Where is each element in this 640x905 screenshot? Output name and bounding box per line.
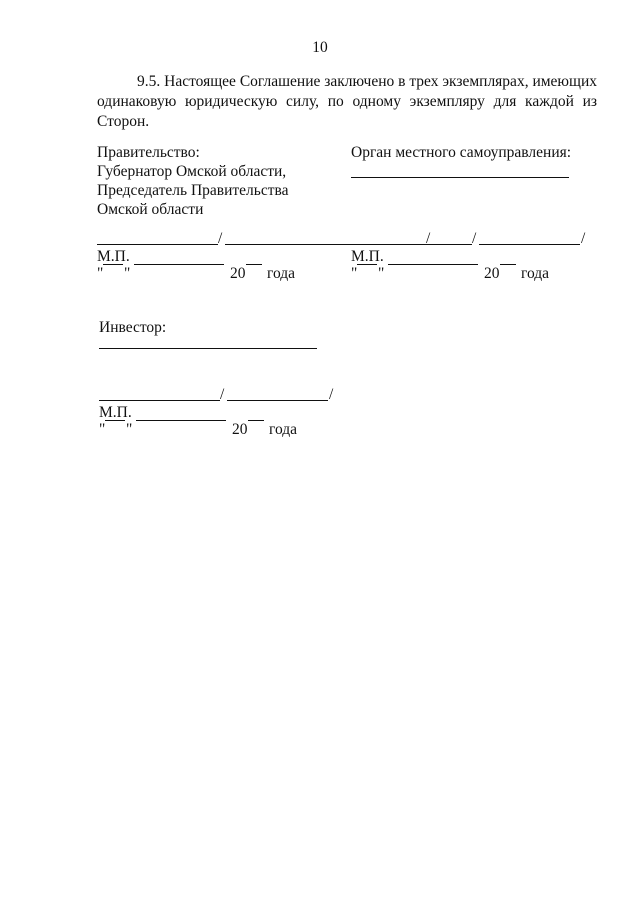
government-date-year: 20	[230, 265, 246, 282]
local-authority-date-day-blank	[357, 264, 377, 280]
government-date-day-blank	[103, 264, 123, 280]
government-seal-mark: М.П.	[97, 248, 130, 265]
government-line-4: Омской области	[97, 201, 204, 218]
local-authority-signature-line[interactable]	[351, 229, 591, 248]
investor-date-year: 20	[232, 421, 248, 438]
government-date-year-blank	[246, 264, 262, 280]
local-authority-seal-mark: М.П.	[351, 248, 384, 265]
investor-date-suffix: года	[269, 421, 298, 438]
investor-party-block	[99, 318, 166, 337]
government-date-quote-open: "	[97, 265, 104, 282]
investor-signature-line[interactable]	[99, 385, 339, 404]
local-authority-date-quote-open: "	[351, 265, 358, 282]
investor-signature-slash-2: /	[329, 386, 334, 403]
local-authority-date-suffix: года	[521, 265, 550, 282]
government-line-1: Правительство:	[97, 144, 200, 161]
investor-name-line[interactable]	[99, 348, 317, 349]
government-line-2: Губернатор Омской области,	[97, 163, 287, 180]
investor-signature-slash-1: /	[220, 386, 225, 403]
government-signature-slash-2: /	[426, 230, 431, 247]
local-authority-signature-slash-1: /	[472, 230, 477, 247]
investor-date-month-blank	[136, 420, 226, 436]
local-authority-date-year-blank	[500, 264, 516, 280]
investor-date-quote-open: "	[99, 421, 106, 438]
investor-seal-mark: М.П.	[99, 404, 132, 421]
local-authority-date-month-blank	[388, 264, 478, 280]
investor-date-year-blank	[248, 420, 264, 436]
page-number: 10	[312, 39, 328, 56]
government-signature-blank	[97, 244, 218, 245]
government-date-month-blank	[134, 264, 224, 280]
local-authority-name-blank	[479, 244, 580, 245]
investor-title: Инвестор:	[99, 319, 167, 336]
investor-date-row[interactable]	[99, 420, 329, 439]
investor-date-day-blank	[105, 420, 125, 436]
local-authority-signature-slash-2: /	[581, 230, 586, 247]
government-date-suffix: года	[267, 265, 296, 282]
local-authority-signature-blank	[351, 244, 472, 245]
local-authority-name-line[interactable]	[351, 177, 569, 178]
government-signature-slash-1: /	[218, 230, 223, 247]
clause-paragraph: 9.5. Настоящее Соглашение заключено в трех экземплярах, имеющих одинаковую юридическую силу, по одному экземпляру для каждой из Сторон.	[97, 73, 597, 130]
government-date-quote-close: "	[124, 265, 131, 282]
government-date-row[interactable]	[97, 264, 327, 283]
investor-name-blank	[227, 400, 328, 401]
local-authority-date-year: 20	[484, 265, 500, 282]
government-party-block	[97, 143, 289, 219]
investor-signature-blank	[99, 400, 220, 401]
local-authority-party-block	[351, 143, 571, 162]
local-authority-date-quote-close: "	[378, 265, 385, 282]
local-authority-date-row[interactable]	[351, 264, 581, 283]
government-signature-line[interactable]	[97, 229, 431, 248]
local-authority-title: Орган местного самоуправления:	[351, 144, 572, 161]
investor-date-quote-close: "	[126, 421, 133, 438]
government-line-3: Председатель Правительства	[97, 182, 289, 199]
